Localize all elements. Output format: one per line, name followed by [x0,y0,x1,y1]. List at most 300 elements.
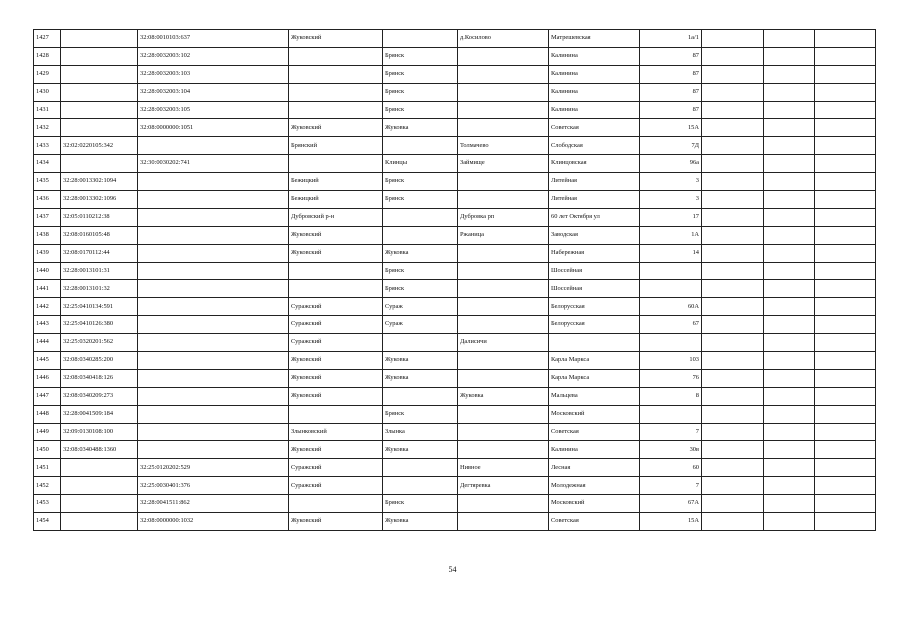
city-cell: Жуковка [383,441,458,459]
cadastral-number-alt-cell [138,208,289,226]
table-row [34,65,876,83]
cadastral-number-cell: 32:28:0013101:32 [61,280,138,298]
extra-cell-2 [764,441,815,459]
cadastral-number-alt-cell: 32:28:0032003:102 [138,47,289,65]
house-number-cell: 7Д [640,137,702,155]
table-row [34,280,876,298]
cadastral-number-alt-cell [138,244,289,262]
cadastral-number-alt-cell: 32:08:0000000:1032 [138,513,289,531]
cadastral-number-cell: 32:08:0170112:44 [61,244,138,262]
extra-cell-1 [702,155,764,173]
row-number-cell: 1432 [34,119,61,137]
cadastral-number-alt-cell: 32:25:0030401:376 [138,477,289,495]
cadastral-number-alt-cell: 32:30:0030202:741 [138,155,289,173]
table-row [34,208,876,226]
row-number-cell: 1429 [34,65,61,83]
settlement-cell [458,369,549,387]
street-cell: Калинина [549,65,640,83]
cadastral-number-alt-cell: 32:25:0120202:529 [138,459,289,477]
row-number-cell: 1444 [34,334,61,352]
street-cell [549,334,640,352]
row-number-cell: 1428 [34,47,61,65]
extra-cell-1 [702,173,764,191]
row-number-cell: 1435 [34,173,61,191]
district-cell: Суражский [289,477,383,495]
city-cell: Брянск [383,65,458,83]
cadastral-number-cell [61,30,138,48]
district-cell: Жуковский [289,119,383,137]
extra-cell-3 [815,495,876,513]
extra-cell-1 [702,477,764,495]
extra-cell-2 [764,495,815,513]
table-row [34,423,876,441]
city-cell [383,477,458,495]
house-number-cell [640,334,702,352]
settlement-cell: Далисичи [458,334,549,352]
street-cell: Советская [549,119,640,137]
extra-cell-1 [702,30,764,48]
settlement-cell [458,298,549,316]
extra-cell-1 [702,47,764,65]
table-row [34,119,876,137]
street-cell: Белорусская [549,316,640,334]
cadastral-number-cell [61,47,138,65]
street-cell: Карла Маркса [549,352,640,370]
extra-cell-3 [815,459,876,477]
cadastral-number-alt-cell: 32:08:0000000:1051 [138,119,289,137]
extra-cell-2 [764,137,815,155]
settlement-cell [458,119,549,137]
cadastral-number-alt-cell: 32:28:0032003:105 [138,101,289,119]
extra-cell-3 [815,226,876,244]
district-cell: Суражский [289,316,383,334]
cadastral-number-alt-cell [138,226,289,244]
city-cell: Брянск [383,262,458,280]
cadastral-number-cell: 32:28:0013302:1094 [61,173,138,191]
cadastral-number-alt-cell [138,316,289,334]
house-number-cell: 60 [640,459,702,477]
row-number-cell: 1439 [34,244,61,262]
extra-cell-2 [764,334,815,352]
street-cell: Набережная [549,244,640,262]
cadastral-number-cell [61,513,138,531]
cadastral-number-alt-cell [138,334,289,352]
cadastral-number-cell: 32:08:0340488:1360 [61,441,138,459]
extra-cell-2 [764,298,815,316]
row-number-cell: 1440 [34,262,61,280]
settlement-cell [458,83,549,101]
settlement-cell: Ржаница [458,226,549,244]
row-number-cell: 1453 [34,495,61,513]
table-row [34,387,876,405]
street-cell: Московский [549,495,640,513]
extra-cell-3 [815,405,876,423]
row-number-cell: 1447 [34,387,61,405]
extra-cell-1 [702,459,764,477]
district-cell [289,155,383,173]
extra-cell-3 [815,280,876,298]
settlement-cell: Нивное [458,459,549,477]
district-cell: Суражский [289,334,383,352]
table-row [34,244,876,262]
extra-cell-1 [702,226,764,244]
settlement-cell [458,513,549,531]
house-number-cell: 8 [640,387,702,405]
table-row [34,405,876,423]
settlement-cell [458,441,549,459]
extra-cell-3 [815,441,876,459]
cadastral-number-alt-cell [138,280,289,298]
row-number-cell: 1427 [34,30,61,48]
cadastral-number-cell: 32:28:0041509:184 [61,405,138,423]
settlement-cell: д.Косилово [458,30,549,48]
settlement-cell [458,101,549,119]
table-row [34,352,876,370]
extra-cell-2 [764,405,815,423]
district-cell [289,262,383,280]
district-cell: Жуковский [289,441,383,459]
settlement-cell [458,173,549,191]
house-number-cell: 103 [640,352,702,370]
city-cell: Жуковка [383,244,458,262]
cadastral-number-cell [61,101,138,119]
house-number-cell: 1а/1 [640,30,702,48]
table-row [34,137,876,155]
extra-cell-2 [764,423,815,441]
extra-cell-3 [815,262,876,280]
extra-cell-3 [815,423,876,441]
city-cell: Брянск [383,83,458,101]
extra-cell-1 [702,423,764,441]
extra-cell-2 [764,208,815,226]
district-cell: Дубровский р-н [289,208,383,226]
city-cell [383,459,458,477]
settlement-cell [458,405,549,423]
city-cell: Брянск [383,405,458,423]
extra-cell-1 [702,352,764,370]
cadastral-number-alt-cell [138,262,289,280]
city-cell: Брянск [383,495,458,513]
cadastral-number-cell: 32:08:0340418:126 [61,369,138,387]
cadastral-number-cell: 32:28:0013101:31 [61,262,138,280]
city-cell: Жуковка [383,369,458,387]
district-cell: Суражский [289,459,383,477]
house-number-cell [640,405,702,423]
cadastral-number-cell: 32:28:0013302:1096 [61,191,138,209]
extra-cell-3 [815,65,876,83]
extra-cell-3 [815,208,876,226]
cadastral-number-alt-cell [138,441,289,459]
table-row [34,441,876,459]
extra-cell-1 [702,262,764,280]
extra-cell-3 [815,47,876,65]
cadastral-number-alt-cell [138,298,289,316]
house-number-cell: 3 [640,173,702,191]
extra-cell-2 [764,65,815,83]
table-row [34,262,876,280]
city-cell [383,137,458,155]
extra-cell-3 [815,298,876,316]
row-number-cell: 1434 [34,155,61,173]
row-number-cell: 1450 [34,441,61,459]
extra-cell-2 [764,191,815,209]
settlement-cell [458,262,549,280]
district-cell [289,280,383,298]
row-number-cell: 1437 [34,208,61,226]
extra-cell-3 [815,30,876,48]
extra-cell-1 [702,119,764,137]
city-cell [383,334,458,352]
table-row [34,30,876,48]
cadastral-number-cell [61,459,138,477]
extra-cell-2 [764,155,815,173]
house-number-cell: 96а [640,155,702,173]
extra-cell-3 [815,101,876,119]
table-row [34,459,876,477]
extra-cell-1 [702,280,764,298]
row-number-cell: 1431 [34,101,61,119]
cadastral-number-cell [61,477,138,495]
extra-cell-1 [702,298,764,316]
street-cell: Мальцева [549,387,640,405]
city-cell [383,208,458,226]
city-cell [383,30,458,48]
settlement-cell [458,280,549,298]
cadastral-number-cell: 32:25:0410126:380 [61,316,138,334]
table-row [34,83,876,101]
row-number-cell: 1445 [34,352,61,370]
property-registry-table [33,29,876,531]
city-cell: Жуковка [383,352,458,370]
district-cell: Злынковский [289,423,383,441]
table-row [34,316,876,334]
cadastral-number-cell: 32:25:0410134:591 [61,298,138,316]
city-cell: Жуковка [383,513,458,531]
extra-cell-2 [764,226,815,244]
cadastral-number-cell [61,65,138,83]
extra-cell-3 [815,513,876,531]
district-cell: Жуковский [289,513,383,531]
cadastral-number-alt-cell [138,352,289,370]
city-cell: Брянск [383,173,458,191]
district-cell [289,65,383,83]
house-number-cell: 87 [640,65,702,83]
house-number-cell: 1А [640,226,702,244]
district-cell: Жуковский [289,369,383,387]
street-cell: Лесная [549,459,640,477]
street-cell: Карла Маркса [549,369,640,387]
street-cell: Калинина [549,83,640,101]
house-number-cell: 87 [640,101,702,119]
settlement-cell [458,352,549,370]
extra-cell-3 [815,316,876,334]
settlement-cell [458,495,549,513]
settlement-cell [458,423,549,441]
district-cell: Брянский [289,137,383,155]
street-cell: Литейная [549,191,640,209]
city-cell: Сураж [383,316,458,334]
row-number-cell: 1443 [34,316,61,334]
house-number-cell: 30в [640,441,702,459]
extra-cell-3 [815,369,876,387]
extra-cell-1 [702,316,764,334]
city-cell: Брянск [383,47,458,65]
extra-cell-1 [702,244,764,262]
settlement-cell: Толмачево [458,137,549,155]
extra-cell-2 [764,316,815,334]
extra-cell-3 [815,83,876,101]
table-row [34,495,876,513]
district-cell: Суражский [289,298,383,316]
city-cell [383,387,458,405]
extra-cell-1 [702,513,764,531]
extra-cell-1 [702,83,764,101]
district-cell [289,405,383,423]
city-cell: Брянск [383,191,458,209]
street-cell: Белорусская [549,298,640,316]
settlement-cell: Жуковка [458,387,549,405]
street-cell: Шоссейная [549,280,640,298]
extra-cell-1 [702,137,764,155]
house-number-cell [640,280,702,298]
district-cell [289,47,383,65]
extra-cell-2 [764,47,815,65]
extra-cell-3 [815,334,876,352]
house-number-cell: 87 [640,83,702,101]
cadastral-number-cell [61,155,138,173]
extra-cell-3 [815,477,876,495]
district-cell: Жуковский [289,352,383,370]
district-cell: Бежицкий [289,191,383,209]
extra-cell-1 [702,208,764,226]
table-body [34,30,876,531]
house-number-cell: 67 [640,316,702,334]
table-row [34,47,876,65]
row-number-cell: 1433 [34,137,61,155]
street-cell: Матрешевская [549,30,640,48]
city-cell: Сураж [383,298,458,316]
row-number-cell: 1436 [34,191,61,209]
settlement-cell: Займище [458,155,549,173]
extra-cell-3 [815,137,876,155]
settlement-cell [458,316,549,334]
extra-cell-1 [702,65,764,83]
extra-cell-2 [764,477,815,495]
extra-cell-2 [764,369,815,387]
table-row [34,513,876,531]
cadastral-number-alt-cell [138,405,289,423]
row-number-cell: 1446 [34,369,61,387]
street-cell: Молодежная [549,477,640,495]
extra-cell-3 [815,244,876,262]
district-cell [289,495,383,513]
extra-cell-3 [815,173,876,191]
settlement-cell: Дегтяревка [458,477,549,495]
cadastral-number-alt-cell [138,137,289,155]
cadastral-number-cell: 32:08:0160105:48 [61,226,138,244]
street-cell: Калинина [549,101,640,119]
house-number-cell: 67А [640,495,702,513]
street-cell: Заводская [549,226,640,244]
extra-cell-2 [764,352,815,370]
city-cell: Злынка [383,423,458,441]
cadastral-number-alt-cell: 32:28:0041511:862 [138,495,289,513]
district-cell: Жуковский [289,244,383,262]
extra-cell-2 [764,280,815,298]
cadastral-number-alt-cell [138,423,289,441]
district-cell: Бежицкий [289,173,383,191]
house-number-cell: 87 [640,47,702,65]
row-number-cell: 1438 [34,226,61,244]
extra-cell-2 [764,30,815,48]
table-row [34,173,876,191]
extra-cell-3 [815,352,876,370]
extra-cell-3 [815,191,876,209]
table-row [34,226,876,244]
table-row [34,477,876,495]
cadastral-number-cell [61,119,138,137]
city-cell: Брянск [383,101,458,119]
row-number-cell: 1442 [34,298,61,316]
extra-cell-1 [702,191,764,209]
street-cell: Московский [549,405,640,423]
extra-cell-2 [764,387,815,405]
street-cell: Советская [549,423,640,441]
settlement-cell: Дубровка рп [458,208,549,226]
extra-cell-1 [702,387,764,405]
extra-cell-2 [764,459,815,477]
house-number-cell: 76 [640,369,702,387]
extra-cell-2 [764,244,815,262]
city-cell: Жуковка [383,119,458,137]
cadastral-number-cell: 32:25:0320201:562 [61,334,138,352]
settlement-cell [458,191,549,209]
extra-cell-3 [815,387,876,405]
house-number-cell: 15А [640,513,702,531]
table-row [34,334,876,352]
extra-cell-3 [815,155,876,173]
page-number: 54 [448,565,457,574]
table-row [34,369,876,387]
row-number-cell: 1452 [34,477,61,495]
house-number-cell [640,262,702,280]
row-number-cell: 1430 [34,83,61,101]
house-number-cell: 60А [640,298,702,316]
house-number-cell: 15А [640,119,702,137]
street-cell: Калинина [549,47,640,65]
table-row [34,298,876,316]
extra-cell-2 [764,173,815,191]
extra-cell-1 [702,405,764,423]
settlement-cell [458,47,549,65]
house-number-cell: 7 [640,477,702,495]
district-cell [289,83,383,101]
house-number-cell: 17 [640,208,702,226]
cadastral-number-cell [61,83,138,101]
street-cell: Шоссейная [549,262,640,280]
cadastral-number-alt-cell [138,387,289,405]
street-cell: Слободская [549,137,640,155]
table-row [34,101,876,119]
row-number-cell: 1449 [34,423,61,441]
extra-cell-1 [702,369,764,387]
house-number-cell: 7 [640,423,702,441]
cadastral-number-alt-cell: 32:08:0010103:637 [138,30,289,48]
cadastral-number-alt-cell: 32:28:0032003:103 [138,65,289,83]
street-cell: 60 лет Октября ул [549,208,640,226]
cadastral-number-alt-cell [138,191,289,209]
cadastral-number-cell: 32:02:0220105:342 [61,137,138,155]
